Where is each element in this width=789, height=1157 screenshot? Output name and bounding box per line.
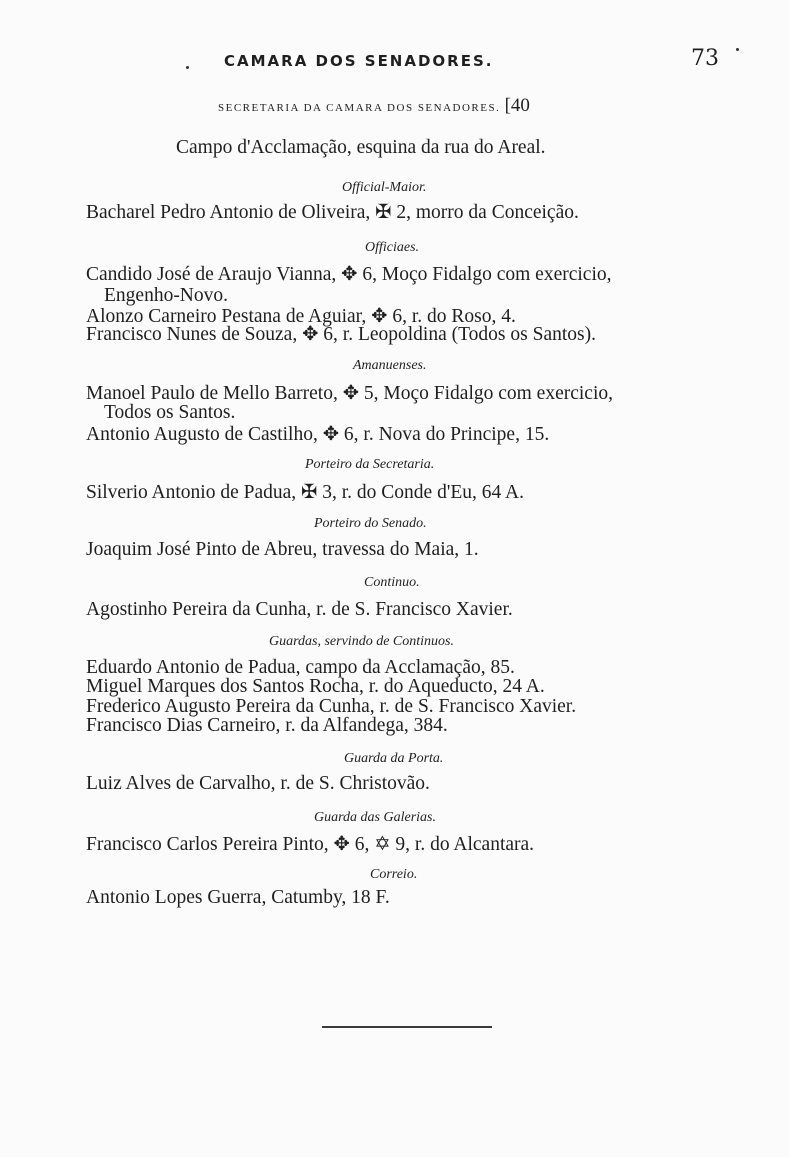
entry-line: Bacharel Pedro Antonio de Oliveira, ✠ 2, morro da Conceição. <box>86 202 579 223</box>
print-speck <box>186 66 189 69</box>
entry-line-continuation: Engenho-Novo. <box>104 285 229 306</box>
running-header-title: CAMARA DOS SENADORES. <box>224 52 494 70</box>
entry-line: Joaquim José Pinto de Abreu, travessa do Maia, 1. <box>86 539 479 560</box>
entry-line: Alonzo Carneiro Pestana de Aguiar, ✥ 6, r. do Roso, 4. <box>86 306 516 327</box>
section-heading-officiaes: Officiaes. <box>365 240 420 255</box>
subheader-text: SECRETARIA DA CAMARA DOS SENADORES. <box>218 102 501 114</box>
section-heading-continuo: Continuo. <box>364 575 420 590</box>
section-heading-porteiro-senado: Porteiro do Senado. <box>314 516 427 531</box>
print-speck <box>736 48 739 51</box>
closing-rule <box>322 1026 492 1028</box>
entry-line: Antonio Augusto de Castilho, ✥ 6, r. Nova do Principe, 15. <box>86 424 550 445</box>
entry-line: Silverio Antonio de Padua, ✠ 3, r. do Conde d'Eu, 64 A. <box>86 482 524 503</box>
entry-line: Agostinho Pereira da Cunha, r. de S. Francisco Xavier. <box>86 599 513 620</box>
entry-line: Antonio Lopes Guerra, Catumby, 18 F. <box>86 887 390 908</box>
section-heading-amanuenses: Amanuenses. <box>353 358 427 373</box>
entry-line: Eduardo Antonio de Padua, campo da Acclamação, 85. <box>86 657 515 678</box>
entry-line: Frederico Augusto Pereira da Cunha, r. de S. Francisco Xavier. <box>86 696 577 717</box>
entry-line: Miguel Marques dos Santos Rocha, r. do Aqueducto, 24 A. <box>86 676 545 697</box>
address-line: Campo d'Acclamação, esquina da rua do Areal. <box>176 137 546 158</box>
entry-line: Manoel Paulo de Mello Barreto, ✥ 5, Moço Fidalgo com exercicio, <box>86 383 614 404</box>
section-heading-oficial-maior: Official-Maior. <box>342 180 427 195</box>
section-subheader <box>218 95 530 117</box>
entry-line: Francisco Carlos Pereira Pinto, ✥ 6, ✡ 9, r. do Alcantara. <box>86 834 535 855</box>
entry-line-continuation: Todos os Santos. <box>104 402 236 423</box>
entry-line: Francisco Dias Carneiro, r. da Alfandega, 384. <box>86 715 448 736</box>
running-header <box>0 46 789 76</box>
section-heading-correio: Correio. <box>370 867 418 882</box>
section-heading-guardas: Guardas, servindo de Continuos. <box>269 634 454 649</box>
section-heading-guarda-porta: Guarda da Porta. <box>344 751 444 766</box>
entry-line: Candido José de Araujo Vianna, ✥ 6, Moço Fidalgo com exercicio, <box>86 264 612 285</box>
subheader-number: [40 <box>504 95 530 116</box>
section-heading-porteiro-secretaria: Porteiro da Secretaria. <box>305 457 435 472</box>
section-heading-guarda-galerias: Guarda das Galerias. <box>314 810 436 825</box>
page-number: 73 <box>691 46 719 71</box>
entry-line: Francisco Nunes de Souza, ✥ 6, r. Leopoldina (Todos os Santos). <box>86 324 596 345</box>
entry-line: Luiz Alves de Carvalho, r. de S. Christovão. <box>86 773 430 794</box>
